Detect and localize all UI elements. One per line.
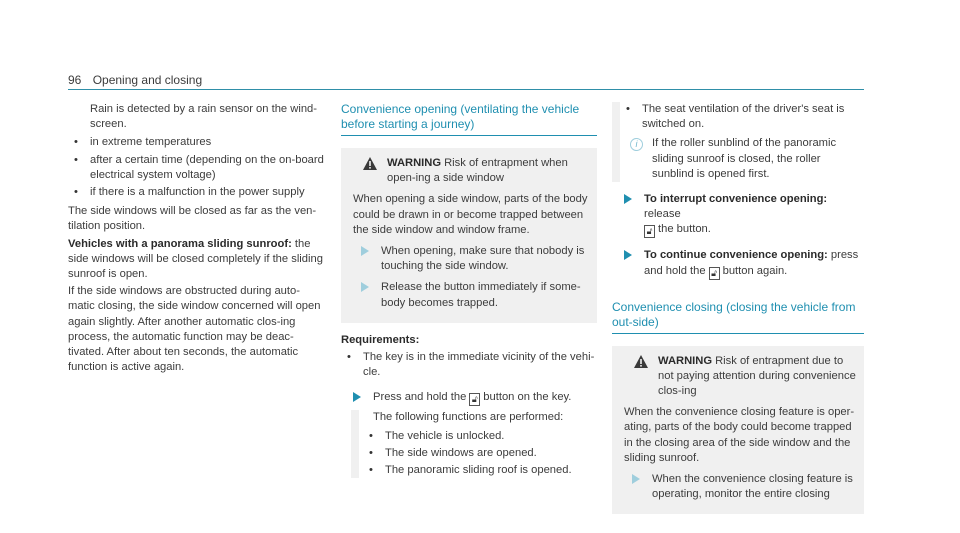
section-title-convenience-opening: Convenience opening (ventilating the vehicle before starting a journey) — [341, 102, 580, 131]
list-item: • The key is in the immediate vicinity of the vehi-cle. — [341, 350, 597, 380]
press-key-step — [341, 390, 597, 406]
panorama-text — [68, 237, 326, 283]
unlock-key-icon: 🔓︎ — [709, 267, 720, 280]
warning-title: Risk of entrapment due to not paying attention during convenience clos-ing — [658, 354, 856, 398]
warning-header — [349, 156, 589, 186]
interrupt-step — [612, 192, 864, 238]
press-key-pre: Press and hold the — [373, 391, 467, 404]
page-number: 96 — [68, 73, 82, 87]
list-item: • The side windows are opened. — [363, 446, 597, 461]
unlock-key-icon: 🔓︎ — [644, 225, 655, 238]
following-text: The following functions are performed: — [373, 411, 564, 424]
requirements-list — [341, 350, 597, 380]
warning-title: Risk of entrapment when open-ing a side window — [387, 157, 568, 185]
action-arrow-icon — [632, 474, 640, 484]
ventilation-text: The side windows will be closed as far as the ven-tilation position. — [68, 205, 317, 233]
continue-label: To continue convenience opening: — [644, 249, 828, 262]
warning-step — [620, 472, 856, 502]
press-key-text — [373, 390, 571, 406]
continue-rest: press and hold the — [644, 249, 859, 277]
section-title-convenience-closing: Convenience closing (closing the vehicle from out-side) — [612, 299, 856, 329]
continue-after: button again. — [722, 264, 788, 277]
list-item: • The vehicle is unlocked. — [363, 429, 597, 444]
interrupt-after: the button. — [658, 223, 711, 236]
list-item: • if there is a malfunction in the power supply — [68, 185, 326, 200]
obstruction-text: If the side windows are obstructed during auto-matic closing, the side window concerned will open again slightly. After another automatic clos-ing process, the automatic function may be deac-tivated. After about ten seconds, the automatic function is active again. — [68, 285, 321, 374]
header-divider — [68, 89, 864, 90]
warning-header — [620, 354, 856, 400]
action-arrow-icon — [624, 194, 632, 204]
continue-step — [612, 248, 864, 279]
info-text: If the roller sunblind of the panoramic sliding sunroof is closed, the roller sunblind is opened first. — [652, 137, 837, 180]
page-header — [68, 73, 202, 88]
chapter-title: Opening and closing — [92, 73, 203, 87]
interrupt-rest: release — [644, 208, 681, 221]
panorama-label: Vehicles with a panorama sliding sunroof: — [68, 237, 292, 250]
action-arrow-icon — [353, 392, 361, 402]
column-middle — [341, 102, 597, 482]
result-block-continued — [612, 102, 864, 182]
section-divider — [341, 135, 597, 136]
warning-box — [612, 346, 864, 515]
list-item: • in extreme temperatures — [68, 135, 326, 150]
interrupt-text — [644, 192, 864, 238]
list-item: • The seat ventilation of the driver's seat is switched on. — [620, 102, 864, 132]
rain-sensor-text: Rain is detected by a rain sensor on the wind-screen. — [90, 103, 317, 131]
warning-label: WARNING — [658, 354, 713, 367]
list-item: • The panoramic sliding roof is opened. — [363, 463, 597, 478]
functions-list-continued — [620, 102, 864, 132]
warning-step-text: When opening, make sure that nobody is touching the side window. — [381, 245, 585, 273]
closing-conditions-list — [68, 135, 326, 200]
action-arrow-icon — [361, 282, 369, 292]
info-icon: i — [630, 138, 643, 151]
warning-text: When the convenience closing feature is oper-ating, parts of the body could become trapped in the closing area of the side window and the sliding sunroof. — [624, 406, 855, 464]
column-left — [68, 102, 326, 377]
requirements-label: Requirements: — [341, 333, 420, 346]
panorama-desc: the side windows will be closed completely if the sliding sunroof is open. — [68, 237, 323, 281]
interrupt-label: To interrupt convenience opening: — [644, 193, 828, 206]
action-arrow-icon — [624, 250, 632, 260]
warning-label: WARNING — [387, 157, 442, 169]
warning-triangle-icon — [634, 355, 648, 368]
action-arrow-icon — [361, 246, 369, 256]
list-item: • after a certain time (depending on the on-board electrical system voltage) — [68, 153, 326, 183]
warning-step — [349, 244, 589, 274]
warning-triangle-icon — [363, 157, 377, 170]
info-note — [620, 136, 864, 182]
warning-step — [349, 280, 589, 310]
continue-text — [644, 248, 864, 279]
column-right — [612, 102, 864, 522]
warning-step-text: When the convenience closing feature is operating, monitor the entire closing — [652, 473, 853, 501]
warning-box — [341, 148, 597, 323]
unlock-key-icon: 🔓︎ — [469, 393, 480, 406]
warning-step-text: Release the button immediately if some-body becomes trapped. — [381, 281, 581, 309]
section-divider — [612, 333, 864, 334]
result-block — [351, 410, 597, 478]
functions-list — [363, 429, 597, 479]
press-key-post: button on the key. — [483, 391, 572, 404]
warning-text: When opening a side window, parts of the body could be drawn in or become trapped between the side window and window frame. — [353, 193, 588, 236]
